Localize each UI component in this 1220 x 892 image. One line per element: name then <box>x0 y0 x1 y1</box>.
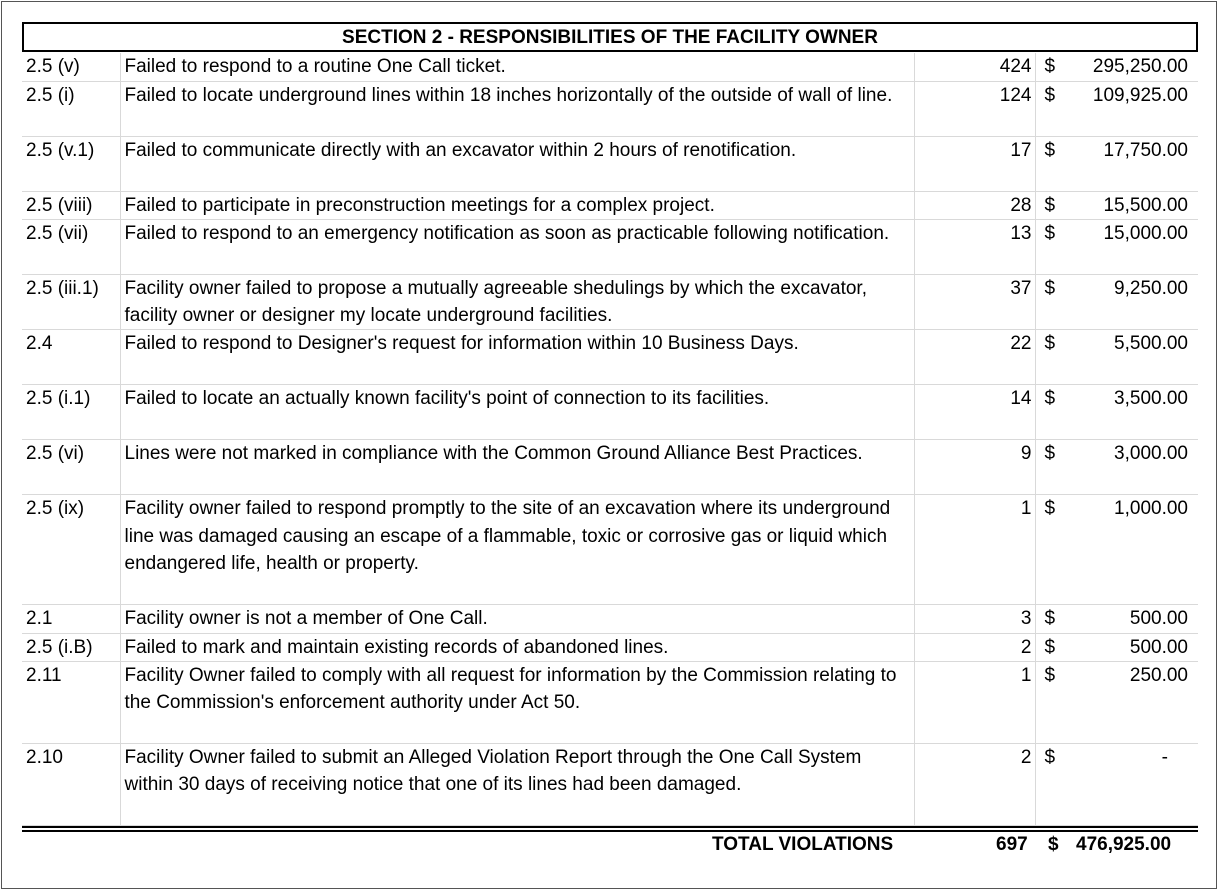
total-amount: 476,925.00 <box>1076 834 1172 855</box>
table-row <box>22 274 1198 330</box>
dollar-sign: $ <box>1035 219 1073 274</box>
rule-code: 2.5 (vii) <box>22 219 120 274</box>
table-row <box>22 81 1198 136</box>
violation-description: Failed to respond to a routine One Call ticket. <box>120 53 914 81</box>
violation-description: Failed to locate an actually known facility's point of connection to its facilities. <box>120 385 914 440</box>
penalty-amount: 17,750.00 <box>1073 136 1198 191</box>
dollar-sign: $ <box>1035 440 1073 495</box>
violation-description: Failed to participate in preconstruction meetings for a complex project. <box>120 191 914 219</box>
rule-code: 2.5 (i) <box>22 81 120 136</box>
table-row <box>22 53 1198 81</box>
dollar-sign: $ <box>1035 385 1073 440</box>
dollar-sign: $ <box>1035 495 1073 605</box>
violation-count: 22 <box>914 330 1035 385</box>
violation-description: Lines were not marked in compliance with the Common Ground Alliance Best Practices. <box>120 440 914 495</box>
dollar-sign: $ <box>1035 633 1073 661</box>
penalty-amount: 15,500.00 <box>1073 191 1198 219</box>
dollar-sign: $ <box>1035 81 1073 136</box>
violation-description: Failed to respond to Designer's request for information within 10 Business Days. <box>120 330 914 385</box>
penalty-amount: 3,000.00 <box>1073 440 1198 495</box>
violation-count: 14 <box>914 385 1035 440</box>
table-row <box>22 633 1198 661</box>
penalty-amount: 500.00 <box>1073 633 1198 661</box>
table-row <box>22 385 1198 440</box>
violation-count: 124 <box>914 81 1035 136</box>
penalty-amount: 9,250.00 <box>1073 274 1198 330</box>
violation-count: 13 <box>914 219 1035 274</box>
rule-code: 2.5 (ix) <box>22 495 120 605</box>
table-row <box>22 330 1198 385</box>
penalty-amount: - <box>1073 743 1198 825</box>
table-row <box>22 136 1198 191</box>
violation-count: 2 <box>914 743 1035 825</box>
penalty-amount: 250.00 <box>1073 661 1198 743</box>
dollar-sign: $ <box>1035 274 1073 330</box>
violation-count: 17 <box>914 136 1035 191</box>
penalty-amount: 1,000.00 <box>1073 495 1198 605</box>
total-dollar-sign: $ <box>1048 834 1059 855</box>
table-row <box>22 743 1198 825</box>
violation-description: Failed to locate underground lines within 18 inches horizontally of the outside of wall of line. <box>120 81 914 136</box>
dollar-sign: $ <box>1035 661 1073 743</box>
violation-count: 28 <box>914 191 1035 219</box>
rule-code: 2.1 <box>22 605 120 633</box>
table-row <box>22 219 1198 274</box>
violation-count: 2 <box>914 633 1035 661</box>
violation-count: 3 <box>914 605 1035 633</box>
rule-code: 2.10 <box>22 743 120 825</box>
violation-description: Facility Owner failed to submit an Alleged Violation Report through the One Call System within 30 days of receiving notice that one of its lines had been damaged. <box>120 743 914 825</box>
violations-table <box>22 53 1198 826</box>
rule-code: 2.5 (vi) <box>22 440 120 495</box>
rule-code: 2.5 (i.B) <box>22 633 120 661</box>
penalty-amount: 15,000.00 <box>1073 219 1198 274</box>
rule-code: 2.11 <box>22 661 120 743</box>
dollar-sign: $ <box>1035 743 1073 825</box>
penalty-amount: 109,925.00 <box>1073 81 1198 136</box>
rule-code: 2.5 (v.1) <box>22 136 120 191</box>
table-row <box>22 495 1198 605</box>
penalty-amount: 295,250.00 <box>1073 53 1198 81</box>
dollar-sign: $ <box>1035 53 1073 81</box>
table-row <box>22 440 1198 495</box>
table-row <box>22 191 1198 219</box>
rule-code: 2.5 (v) <box>22 53 120 81</box>
violation-description: Facility Owner failed to comply with all request for information by the Commission relating to the Commission's enforcement authority under Act 50. <box>120 661 914 743</box>
penalty-amount: 5,500.00 <box>1073 330 1198 385</box>
total-label: TOTAL VIOLATIONS <box>712 834 894 855</box>
violation-description: Failed to mark and maintain existing records of abandoned lines. <box>120 633 914 661</box>
violation-count: 424 <box>914 53 1035 81</box>
violation-description: Facility owner failed to respond promptly to the site of an excavation where its underground line was damaged causing an escape of a flammable, toxic or corrosive gas or liquid which endangered life, health or property. <box>120 495 914 605</box>
penalty-amount: 3,500.00 <box>1073 385 1198 440</box>
section-title: SECTION 2 - RESPONSIBILITIES OF THE FACILITY OWNER <box>22 22 1198 52</box>
rule-code: 2.4 <box>22 330 120 385</box>
dollar-sign: $ <box>1035 605 1073 633</box>
rule-code: 2.5 (i.1) <box>22 385 120 440</box>
total-count: 697 <box>996 834 1028 855</box>
violation-count: 1 <box>914 495 1035 605</box>
dollar-sign: $ <box>1035 330 1073 385</box>
table-row <box>22 661 1198 743</box>
dollar-sign: $ <box>1035 136 1073 191</box>
table-row <box>22 605 1198 633</box>
violation-description: Facility owner failed to propose a mutually agreeable shedulings by which the excavator, facility owner or designer my locate underground facilities. <box>120 274 914 330</box>
violation-count: 1 <box>914 661 1035 743</box>
total-row <box>22 832 1198 858</box>
penalty-amount: 500.00 <box>1073 605 1198 633</box>
rule-code: 2.5 (viii) <box>22 191 120 219</box>
violation-count: 37 <box>914 274 1035 330</box>
total-divider-top <box>22 826 1198 828</box>
violation-description: Failed to communicate directly with an excavator within 2 hours of renotification. <box>120 136 914 191</box>
dollar-sign: $ <box>1035 191 1073 219</box>
violation-count: 9 <box>914 440 1035 495</box>
rule-code: 2.5 (iii.1) <box>22 274 120 330</box>
violation-description: Failed to respond to an emergency notification as soon as practicable following notification. <box>120 219 914 274</box>
violation-description: Facility owner is not a member of One Call. <box>120 605 914 633</box>
